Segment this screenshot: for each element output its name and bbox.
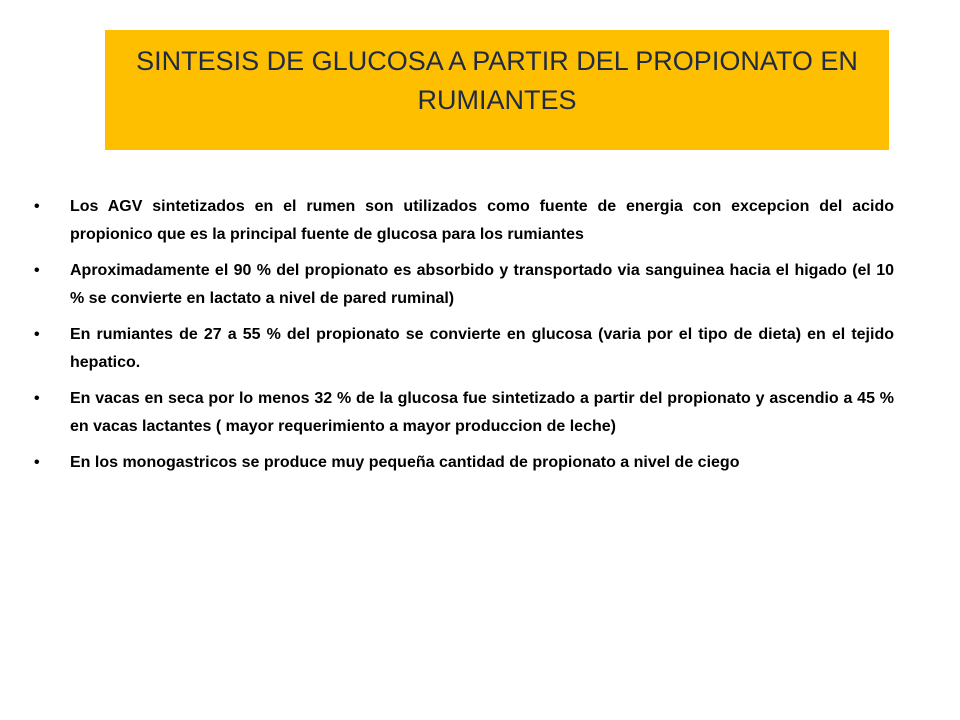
bullet-text: Aproximadamente el 90 % del propionato es absorbido y transportado via sanguinea hacia el higado (el 10 % se convierte en lactato a nivel de pared ruminal) <box>70 262 894 307</box>
slide-title: SINTESIS DE GLUCOSA A PARTIR DEL PROPIONATO EN RUMIANTES <box>136 46 858 115</box>
bullet-text: Los AGV sintetizados en el rumen son utilizados como fuente de energia con excepcion del acido propionico que es la principal fuente de glucosa para los rumiantes <box>70 198 894 243</box>
bullet-item <box>34 385 894 441</box>
title-banner <box>105 30 889 150</box>
bullet-text: En vacas en seca por lo menos 32 % de la glucosa fue sintetizado a partir del propionato y ascendio a 45 % en vacas lactantes ( mayor requerimiento a mayor produccion de leche) <box>70 390 894 435</box>
bullet-item <box>34 193 894 249</box>
bullet-marker: • <box>34 326 40 343</box>
bullet-marker: • <box>34 198 40 215</box>
bullet-item <box>34 321 894 377</box>
bullet-marker: • <box>34 390 40 407</box>
bullet-marker: • <box>34 454 40 471</box>
bullet-item <box>34 449 894 477</box>
bullet-marker: • <box>34 262 40 279</box>
bullet-text: En los monogastricos se produce muy pequeña cantidad de propionato a nivel de ciego <box>70 454 740 471</box>
bullet-item <box>34 257 894 313</box>
bullet-list <box>34 193 894 485</box>
bullet-text: En rumiantes de 27 a 55 % del propionato se convierte en glucosa (varia por el tipo de dieta) en el tejido hepatico. <box>70 326 894 371</box>
